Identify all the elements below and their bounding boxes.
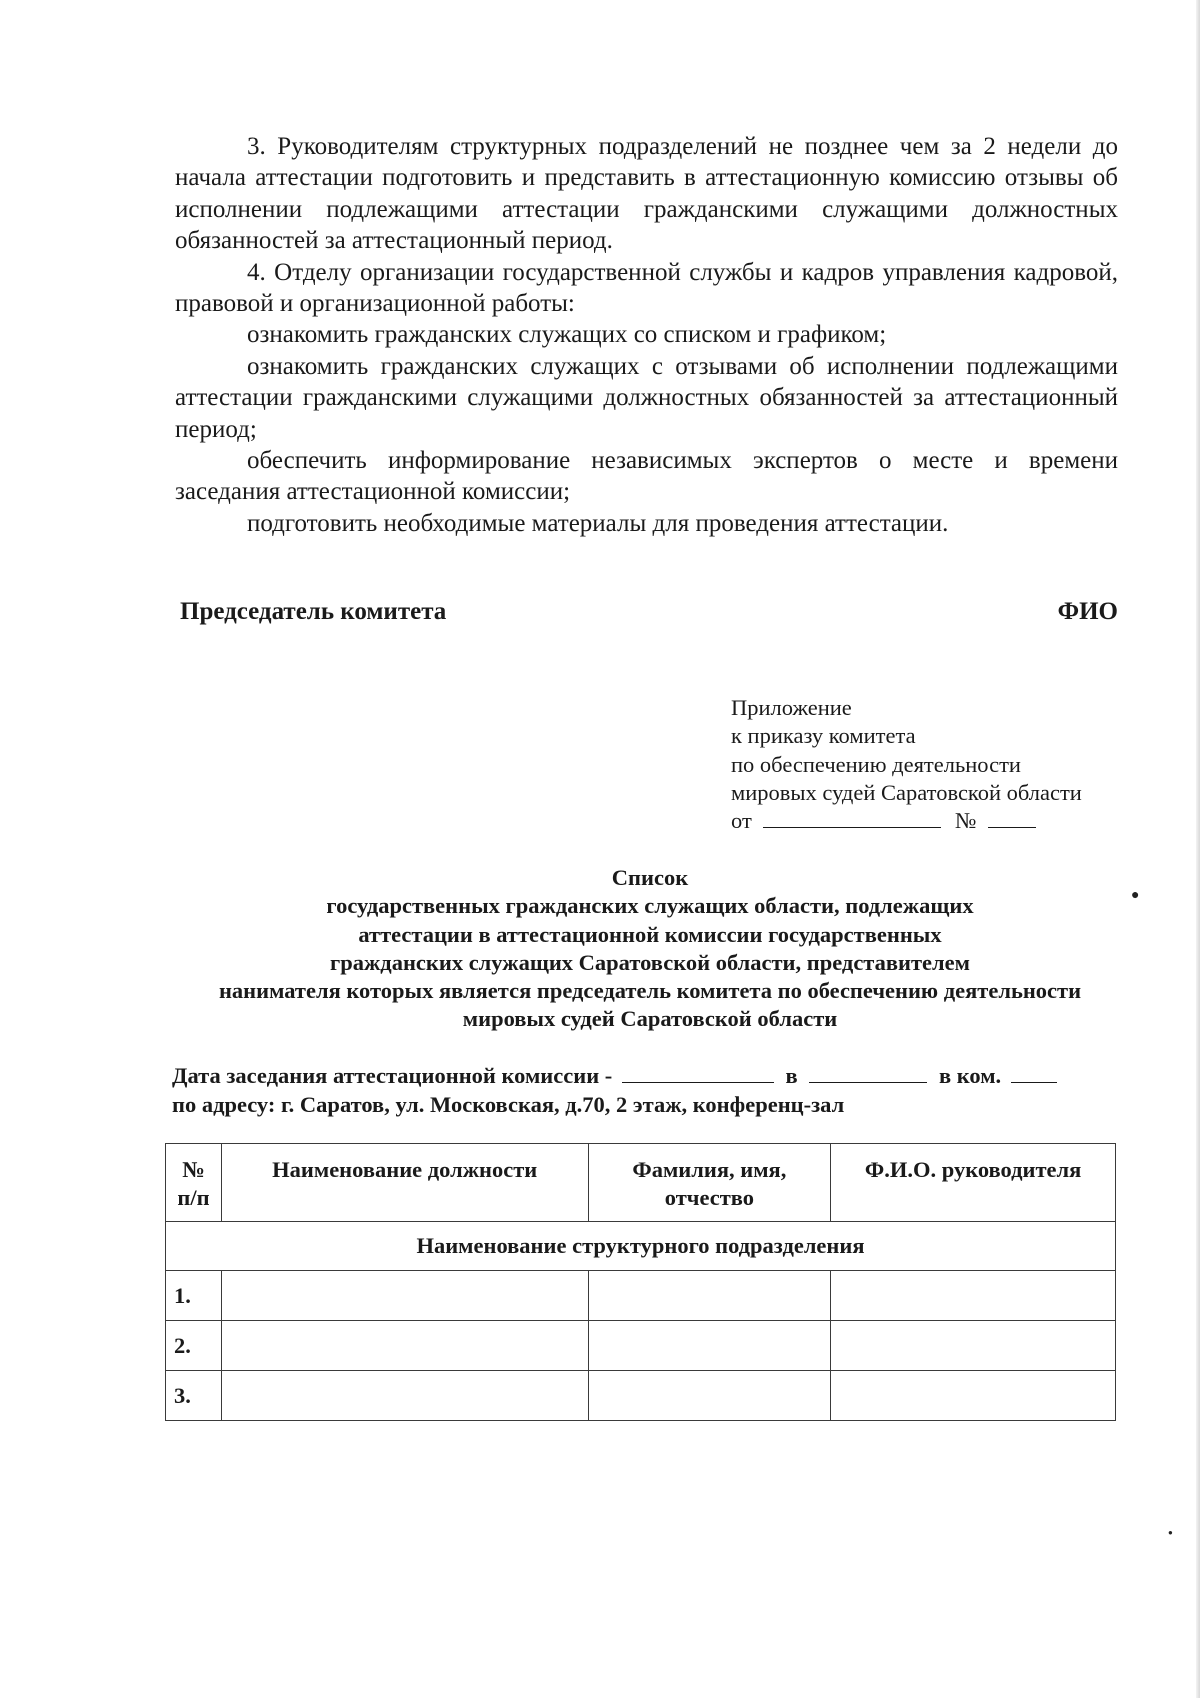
header-manager: Ф.И.О. руководителя: [831, 1144, 1116, 1222]
appendix-line: Приложение: [731, 695, 852, 720]
manager-cell[interactable]: [831, 1321, 1116, 1371]
position-cell[interactable]: [221, 1371, 588, 1421]
header-full-name: [588, 1144, 831, 1222]
full-name-cell[interactable]: [588, 1321, 831, 1371]
manager-cell[interactable]: [831, 1371, 1116, 1421]
meeting-info: [172, 1061, 1057, 1119]
header-full-name-line: Фамилия, имя,: [632, 1157, 787, 1182]
manager-cell[interactable]: [831, 1271, 1116, 1321]
meeting-room-blank[interactable]: [1011, 1065, 1057, 1083]
row-number: 3.: [166, 1371, 222, 1421]
header-number: [166, 1144, 222, 1222]
position-cell[interactable]: [221, 1321, 588, 1371]
meeting-time-prefix: в: [785, 1063, 798, 1088]
meeting-date-blank[interactable]: [622, 1065, 774, 1083]
section-row: [166, 1222, 1116, 1271]
meeting-date-label: Дата заседания аттестационной комиссии -: [172, 1063, 613, 1088]
staff-table: [165, 1143, 1116, 1421]
meeting-address: по адресу: г. Саратов, ул. Московская, д.70, 2 этаж, конференц-зал: [172, 1092, 845, 1117]
list-title-line: нанимателя которых является председатель комитета по обеспечению деятельности: [218, 978, 1082, 1004]
header-position: Наименование должности: [221, 1144, 588, 1222]
header-number-line: №: [182, 1157, 205, 1182]
number-blank[interactable]: [988, 809, 1036, 828]
appendix-header: [731, 694, 1082, 835]
appendix-number-sign: №: [955, 808, 977, 834]
appendix-line: мировых судей Саратовской области: [731, 779, 1082, 805]
section-label: Наименование структурного подразделения: [166, 1222, 1116, 1271]
order-body: [175, 131, 1118, 539]
header-number-line: п/п: [177, 1185, 210, 1210]
table-row: [166, 1271, 1116, 1321]
signature-title: Председатель комитета: [180, 598, 447, 625]
appendix-line: по обеспечению деятельности: [731, 751, 1021, 777]
meeting-room-prefix: в ком.: [938, 1063, 1002, 1088]
scan-speck: ●: [1168, 1528, 1173, 1537]
table-row: [166, 1321, 1116, 1371]
full-name-cell[interactable]: [588, 1271, 831, 1321]
meeting-time-blank[interactable]: [809, 1065, 927, 1083]
full-name-cell[interactable]: [588, 1371, 831, 1421]
table-header-row: [166, 1144, 1116, 1222]
order-item-familiarize-list: ознакомить гражданских служащих со списком и графиком;: [247, 321, 887, 349]
meeting-date-line: [172, 1061, 1057, 1090]
order-item-prepare-materials: подготовить необходимые материалы для проведения аттестации.: [247, 509, 949, 537]
appendix-date-line: [731, 807, 1082, 835]
list-title-line: государственных гражданских служащих области, подлежащих: [326, 893, 974, 919]
page-edge: [1196, 0, 1200, 1698]
position-cell[interactable]: [221, 1271, 588, 1321]
list-title-line: гражданских служащих Саратовской области, представителем: [330, 949, 970, 975]
table-row: [166, 1371, 1116, 1421]
appendix-line: к приказу комитета: [731, 723, 916, 749]
list-title-line: аттестации в аттестационной комиссии государственных: [358, 921, 942, 947]
list-title: [150, 864, 1150, 1034]
order-item-inform-experts: обеспечить информирование независимых экспертов о месте и времени заседания аттестационной комиссии;: [175, 447, 1118, 506]
order-paragraph-4: 4. Отделу организации государственной службы и кадров управления кадровой, правовой и организационной работы:: [175, 258, 1118, 318]
appendix-date-prefix: от: [731, 808, 752, 834]
list-title-line: мировых судей Саратовской области: [462, 1006, 838, 1032]
row-number: 2.: [166, 1321, 222, 1371]
order-item-familiarize-reviews: ознакомить гражданских служащих с отзывами об исполнении подлежащими аттестации гражданскими служащими должностных обязанностей за аттестационный период;: [175, 352, 1118, 443]
signature-name: ФИО: [1057, 598, 1118, 625]
date-blank[interactable]: [763, 809, 941, 828]
order-paragraph-3: 3. Руководителям структурных подразделений не позднее чем за 2 недели до начала аттестации подготовить и представить в аттестационную комиссию отзывы об исполнении подлежащими аттестации гражданскими служащими должностных обязанностей за аттестационный период.: [175, 133, 1118, 255]
row-number: 1.: [166, 1271, 222, 1321]
header-full-name-line: отчество: [664, 1185, 754, 1210]
list-heading: Список: [611, 865, 689, 890]
scan-speck: ●: [1131, 888, 1140, 903]
